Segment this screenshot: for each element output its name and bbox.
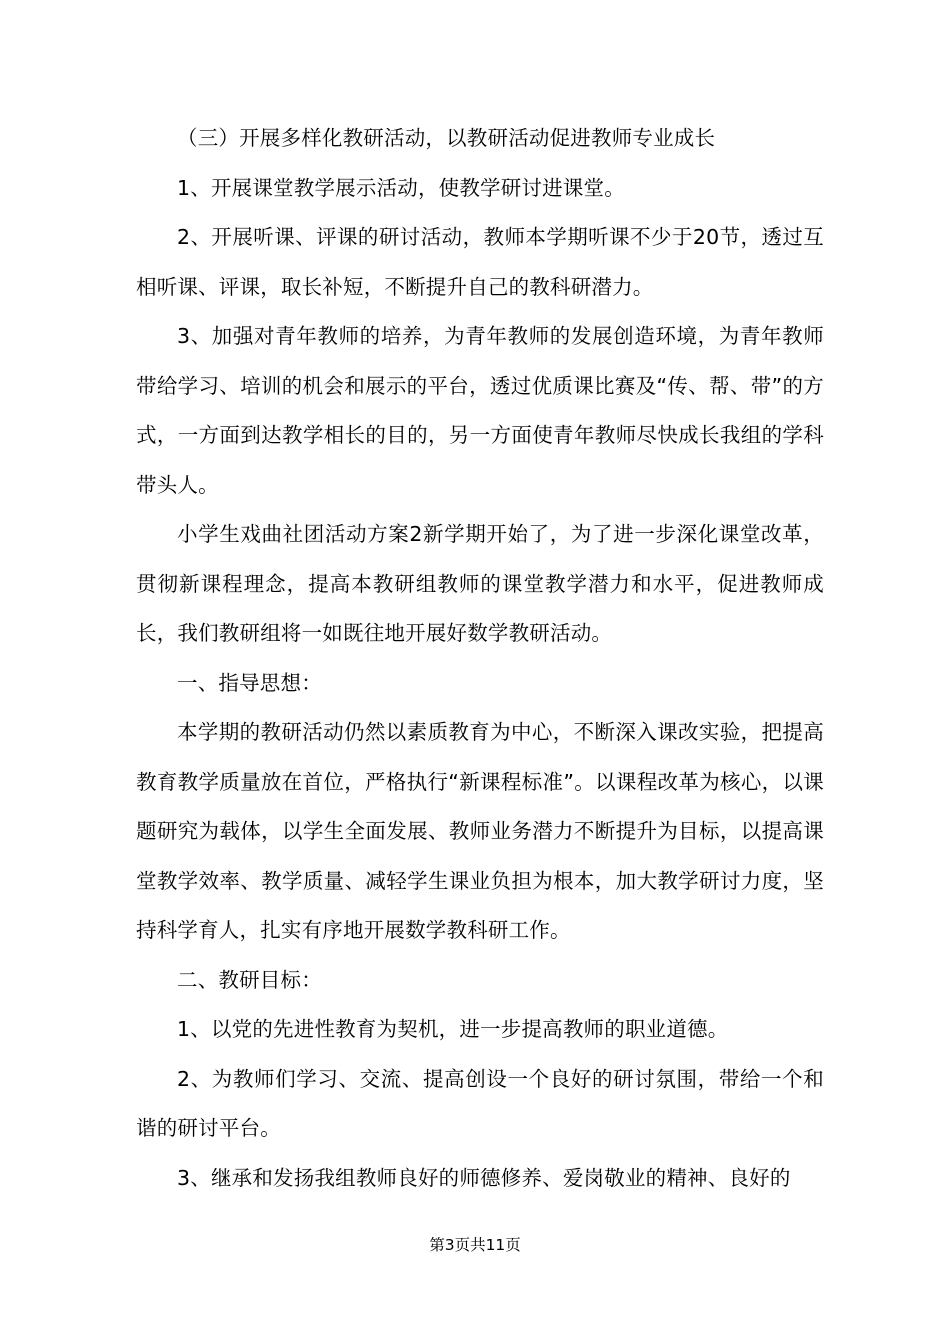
document-body <box>136 114 824 1203</box>
section-heading-3: （三）开展多样化教研活动，以教研活动促进教师专业成长 <box>177 126 716 150</box>
list-item-1: 1、开展课堂教学展示活动，使教学研讨进课堂。 <box>177 175 625 200</box>
page-number-footer: 第3页共11页 <box>429 1236 521 1254</box>
list-item-3: 3、加强对青年教师的培养，为青年教师的发展创造环境，为青年教师带给学习、培训的机会和展示的平台，透过优质课比赛及“传、帮、带”的方式，一方面到达教学相长的目的，另一方面使青年教师尽快成长我组的学科带头人。 <box>136 324 824 497</box>
goal-item-2: 2、为教师们学习、交流、提高创设一个良好的研讨氛围，带给一个和谐的研讨平台。 <box>136 1066 824 1140</box>
section-heading-guiding: 一、指导思想： <box>177 670 322 695</box>
goal-item-3: 3、继承和发扬我组教师良好的师德修养、爱岗敬业的精神、良好的 <box>177 1165 791 1190</box>
section-heading-goals: 二、教研目标： <box>177 967 322 992</box>
list-item-2: 2、开展听课、评课的研讨活动，教师本学期听课不少于20节，透过互相听课、评课，取长补短，不断提升自己的教科研潜力。 <box>136 225 824 299</box>
intro-paragraph: 小学生戏曲社团活动方案2新学期开始了，为了进一步深化课堂改革，贯彻新课程理念，提高本教研组教师的课堂教学潜力和水平，促进教师成长，我们教研组将一如既往地开展好数学教研活动。 <box>136 522 824 645</box>
guiding-paragraph: 本学期的教研活动仍然以素质教育为中心，不断深入课改实验，把提高教育教学质量放在首位，严格执行“新课程标准”。以课程改革为核心，以课题研究为载体，以学生全面发展、教师业务潜力不断提升为目标，以提高课堂教学效率、教学质量、减轻学生课业负担为根本，加大教学研讨力度，坚持科学育人，扎实有序地开展数学教科研工作。 <box>136 720 824 942</box>
goal-item-1: 1、以党的先进性教育为契机，进一步提高教师的职业道德。 <box>177 1017 729 1041</box>
